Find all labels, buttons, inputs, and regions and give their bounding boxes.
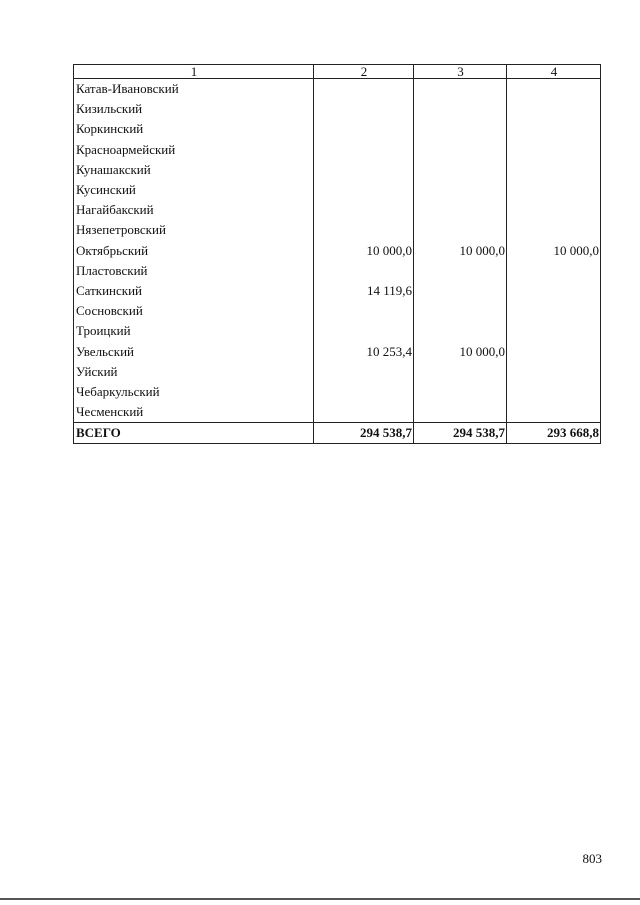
district-name-cell: Нязепетровский — [74, 220, 314, 240]
column-header-4: 4 — [507, 65, 601, 79]
value-cell-3 — [414, 301, 507, 321]
value-cell-3 — [414, 160, 507, 180]
value-cell-2: 14 119,6 — [314, 281, 414, 301]
total-value-4: 293 668,8 — [507, 423, 601, 444]
value-cell-4 — [507, 220, 601, 240]
value-cell-3 — [414, 281, 507, 301]
value-cell-2 — [314, 200, 414, 220]
value-cell-2 — [314, 220, 414, 240]
table-row — [74, 362, 601, 382]
value-cell-2 — [314, 261, 414, 281]
table-row — [74, 180, 601, 200]
value-cell-3 — [414, 382, 507, 402]
value-cell-3 — [414, 79, 507, 100]
table-row — [74, 200, 601, 220]
value-cell-2 — [314, 79, 414, 100]
value-cell-2 — [314, 140, 414, 160]
value-cell-3 — [414, 99, 507, 119]
value-cell-4 — [507, 79, 601, 100]
value-cell-4 — [507, 140, 601, 160]
district-name-cell: Коркинский — [74, 119, 314, 139]
district-name-cell: Сосновский — [74, 301, 314, 321]
value-cell-2 — [314, 301, 414, 321]
district-name-cell: Красноармейский — [74, 140, 314, 160]
value-cell-4 — [507, 200, 601, 220]
district-name-cell: Катав-Ивановский — [74, 79, 314, 100]
value-cell-4 — [507, 99, 601, 119]
value-cell-2 — [314, 321, 414, 341]
district-name-cell: Нагайбакский — [74, 200, 314, 220]
table-row — [74, 79, 601, 100]
table-row — [74, 261, 601, 281]
value-cell-3 — [414, 200, 507, 220]
district-name-cell: Чесменский — [74, 402, 314, 423]
district-name-cell: Саткинский — [74, 281, 314, 301]
table-row — [74, 241, 601, 261]
district-name-cell: Уйский — [74, 362, 314, 382]
page-number: 803 — [582, 851, 602, 866]
value-cell-3 — [414, 402, 507, 423]
value-cell-4 — [507, 301, 601, 321]
value-cell-2 — [314, 119, 414, 139]
value-cell-3 — [414, 180, 507, 200]
value-cell-4 — [507, 119, 601, 139]
value-cell-3 — [414, 261, 507, 281]
table-row — [74, 382, 601, 402]
value-cell-3 — [414, 140, 507, 160]
table-row — [74, 301, 601, 321]
value-cell-4 — [507, 382, 601, 402]
value-cell-4: 10 000,0 — [507, 241, 601, 261]
table-row — [74, 160, 601, 180]
value-cell-3 — [414, 362, 507, 382]
column-header-1: 1 — [74, 65, 314, 79]
value-cell-2 — [314, 362, 414, 382]
district-name-cell: Кизильский — [74, 99, 314, 119]
total-value-2: 294 538,7 — [314, 423, 414, 444]
value-cell-4 — [507, 402, 601, 423]
table-row — [74, 220, 601, 240]
table-body — [74, 79, 601, 423]
district-name-cell: Чебаркульский — [74, 382, 314, 402]
table-header-row — [74, 65, 601, 79]
value-cell-3 — [414, 321, 507, 341]
value-cell-4 — [507, 160, 601, 180]
value-cell-2 — [314, 402, 414, 423]
value-cell-4 — [507, 281, 601, 301]
value-cell-4 — [507, 180, 601, 200]
value-cell-2: 10 000,0 — [314, 241, 414, 261]
table-row — [74, 140, 601, 160]
column-header-3: 3 — [414, 65, 507, 79]
table-row — [74, 99, 601, 119]
total-value-3: 294 538,7 — [414, 423, 507, 444]
value-cell-3 — [414, 220, 507, 240]
bottom-rule — [0, 898, 640, 900]
value-cell-2 — [314, 382, 414, 402]
district-name-cell: Кунашакский — [74, 160, 314, 180]
value-cell-2 — [314, 160, 414, 180]
value-cell-4 — [507, 321, 601, 341]
value-cell-4 — [507, 341, 601, 361]
value-cell-3: 10 000,0 — [414, 341, 507, 361]
total-row — [74, 423, 601, 444]
value-cell-3 — [414, 119, 507, 139]
district-name-cell: Пластовский — [74, 261, 314, 281]
table-row — [74, 281, 601, 301]
column-header-2: 2 — [314, 65, 414, 79]
total-label: ВСЕГО — [74, 423, 314, 444]
value-cell-2: 10 253,4 — [314, 341, 414, 361]
district-name-cell: Увельский — [74, 341, 314, 361]
table-row — [74, 341, 601, 361]
value-cell-4 — [507, 362, 601, 382]
budget-table — [73, 64, 601, 444]
district-name-cell: Октябрьский — [74, 241, 314, 261]
table-row — [74, 119, 601, 139]
table-row — [74, 321, 601, 341]
district-name-cell: Кусинский — [74, 180, 314, 200]
district-name-cell: Троицкий — [74, 321, 314, 341]
table-row — [74, 402, 601, 423]
value-cell-4 — [507, 261, 601, 281]
value-cell-3: 10 000,0 — [414, 241, 507, 261]
value-cell-2 — [314, 99, 414, 119]
value-cell-2 — [314, 180, 414, 200]
